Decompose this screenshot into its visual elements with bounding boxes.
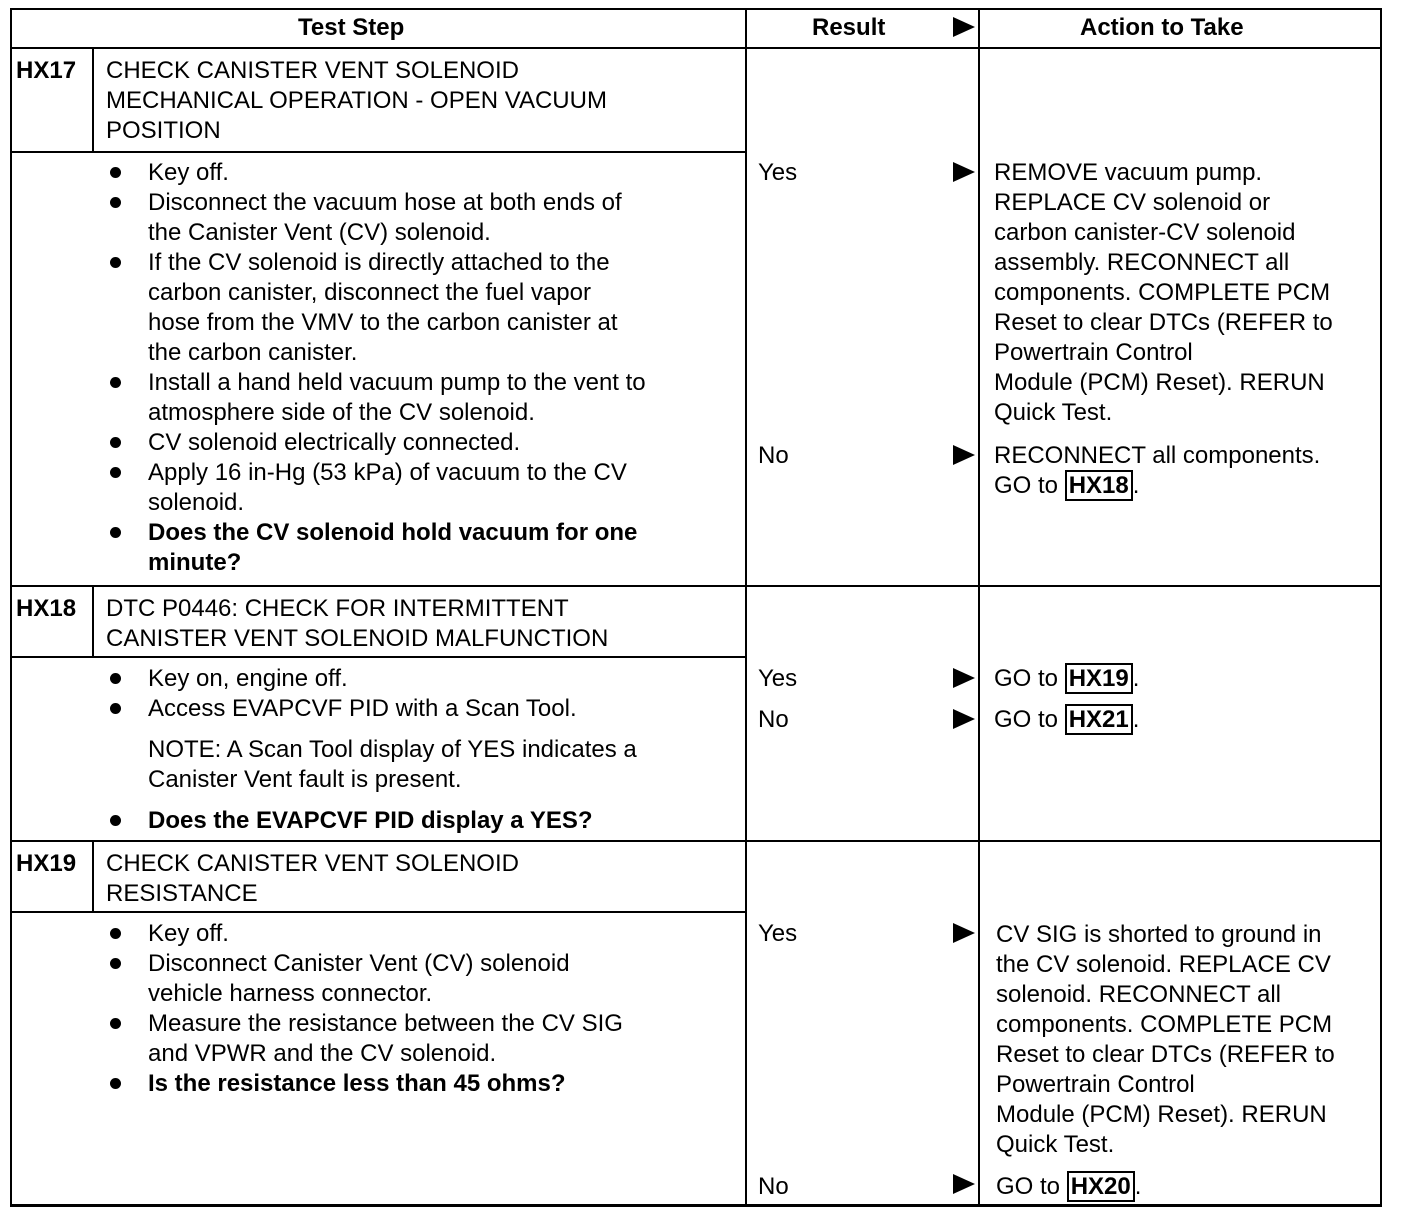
step-line: Disconnect the vacuum hose at both ends of	[148, 189, 622, 216]
bullet-icon	[110, 377, 121, 388]
result-no: No	[758, 1173, 789, 1200]
goto-label: GO to	[994, 706, 1059, 733]
action-line: Module (PCM) Reset). RERUN	[994, 369, 1325, 396]
arrow-right-icon	[953, 668, 975, 688]
step-question: minute?	[148, 549, 242, 576]
bullet-icon	[110, 167, 121, 178]
result-yes: Yes	[758, 920, 798, 947]
header-test-step: Test Step	[298, 14, 405, 41]
action-line: solenoid. RECONNECT all	[996, 981, 1281, 1008]
step-title-line: CHECK CANISTER VENT SOLENOID	[106, 850, 519, 877]
step-line: solenoid.	[148, 489, 245, 516]
arrow-right-icon	[953, 17, 975, 37]
step-line: Access EVAPCVF PID with a Scan Tool.	[148, 695, 577, 722]
bullet-icon	[110, 1078, 121, 1089]
step-line: Disconnect Canister Vent (CV) solenoid	[148, 950, 570, 977]
bullet-icon	[110, 673, 121, 684]
goto-line: GO to HX19 .	[994, 665, 1140, 692]
arrow-right-icon	[953, 1174, 975, 1194]
action-line: Reset to clear DTCs (REFER to	[996, 1041, 1335, 1068]
action-line: REPLACE CV solenoid or	[994, 189, 1271, 216]
arrow-right-icon	[953, 709, 975, 729]
bullet-icon	[110, 257, 121, 268]
step-note: Canister Vent fault is present.	[148, 766, 462, 793]
step-line: the carbon canister.	[148, 339, 358, 366]
action-line: assembly. RECONNECT all	[994, 249, 1290, 276]
action-line: the CV solenoid. REPLACE CV	[996, 951, 1331, 978]
bullet-icon	[110, 467, 121, 478]
goto-label: GO to	[994, 665, 1059, 692]
action-line: components. COMPLETE PCM	[996, 1011, 1333, 1038]
step-line: Measure the resistance between the CV SIG	[148, 1010, 623, 1037]
header-action: Action to Take	[1080, 14, 1244, 41]
bullet-icon	[110, 1018, 121, 1029]
action-line: Reset to clear DTCs (REFER to	[994, 309, 1333, 336]
step-line: the Canister Vent (CV) solenoid.	[148, 219, 491, 246]
step-question: Does the EVAPCVF PID display a YES?	[148, 807, 593, 834]
arrow-right-icon	[953, 445, 975, 465]
action-line: components. COMPLETE PCM	[994, 279, 1331, 306]
step-id: HX18	[16, 595, 77, 622]
action-line: CV SIG is shorted to ground in	[996, 921, 1322, 948]
step-question: Is the resistance less than 45 ohms?	[148, 1070, 566, 1097]
arrow-right-icon	[953, 923, 975, 943]
action-line: Quick Test.	[994, 399, 1113, 426]
result-yes: Yes	[758, 665, 798, 692]
action-line: carbon canister-CV solenoid	[994, 219, 1296, 246]
step-line: Apply 16 in-Hg (53 kPa) of vacuum to the CV	[148, 459, 627, 486]
step-id: HX17	[16, 57, 77, 84]
step-title-line: CHECK CANISTER VENT SOLENOID	[106, 57, 519, 84]
goto-hx19-link[interactable]: HX19	[1065, 663, 1133, 694]
action-line: Powertrain Control	[994, 339, 1193, 366]
step-line: atmosphere side of the CV solenoid.	[148, 399, 535, 426]
header-result: Result	[812, 14, 886, 41]
step-line: Key off.	[148, 920, 229, 947]
step-question: Does the CV solenoid hold vacuum for one	[148, 519, 638, 546]
arrow-right-icon	[953, 162, 975, 182]
step-note: NOTE: A Scan Tool display of YES indicates a	[148, 736, 637, 763]
action-line: Module (PCM) Reset). RERUN	[996, 1101, 1327, 1128]
step-title-line: POSITION	[106, 117, 221, 144]
goto-label: GO to	[996, 1173, 1061, 1200]
step-line: Key off.	[148, 159, 229, 186]
bullet-icon	[110, 437, 121, 448]
bullet-icon	[110, 815, 121, 826]
step-title-line: CANISTER VENT SOLENOID MALFUNCTION	[106, 625, 609, 652]
step-line: CV solenoid electrically connected.	[148, 429, 521, 456]
action-line: RECONNECT all components.	[994, 442, 1321, 469]
action-line: REMOVE vacuum pump.	[994, 159, 1263, 186]
step-title-line: RESISTANCE	[106, 880, 258, 907]
goto-hx20-link[interactable]: HX20	[1067, 1171, 1135, 1202]
action-line: Quick Test.	[996, 1131, 1115, 1158]
goto-label: GO to	[994, 472, 1059, 499]
goto-line: GO to HX18 .	[994, 472, 1140, 499]
result-no: No	[758, 706, 789, 733]
step-line: Key on, engine off.	[148, 665, 348, 692]
bullet-icon	[110, 197, 121, 208]
goto-hx21-link[interactable]: HX21	[1065, 704, 1133, 735]
step-line: hose from the VMV to the carbon canister at	[148, 309, 618, 336]
step-line: carbon canister, disconnect the fuel vapor	[148, 279, 591, 306]
step-title-line: DTC P0446: CHECK FOR INTERMITTENT	[106, 595, 569, 622]
bullet-icon	[110, 703, 121, 714]
step-line: vehicle harness connector.	[148, 980, 433, 1007]
step-title-line: MECHANICAL OPERATION - OPEN VACUUM	[106, 87, 607, 114]
bullet-icon	[110, 527, 121, 538]
action-line: Powertrain Control	[996, 1071, 1195, 1098]
step-line: Install a hand held vacuum pump to the vent to	[148, 369, 646, 396]
step-line: and VPWR and the CV solenoid.	[148, 1040, 497, 1067]
result-no: No	[758, 442, 789, 469]
step-id: HX19	[16, 850, 77, 877]
goto-hx18-link[interactable]: HX18	[1065, 470, 1133, 501]
step-line: If the CV solenoid is directly attached to the	[148, 249, 610, 276]
goto-line: GO to HX20 .	[996, 1173, 1142, 1200]
goto-line: GO to HX21 .	[994, 706, 1140, 733]
bullet-icon	[110, 928, 121, 939]
result-yes: Yes	[758, 159, 798, 186]
bullet-icon	[110, 958, 121, 969]
